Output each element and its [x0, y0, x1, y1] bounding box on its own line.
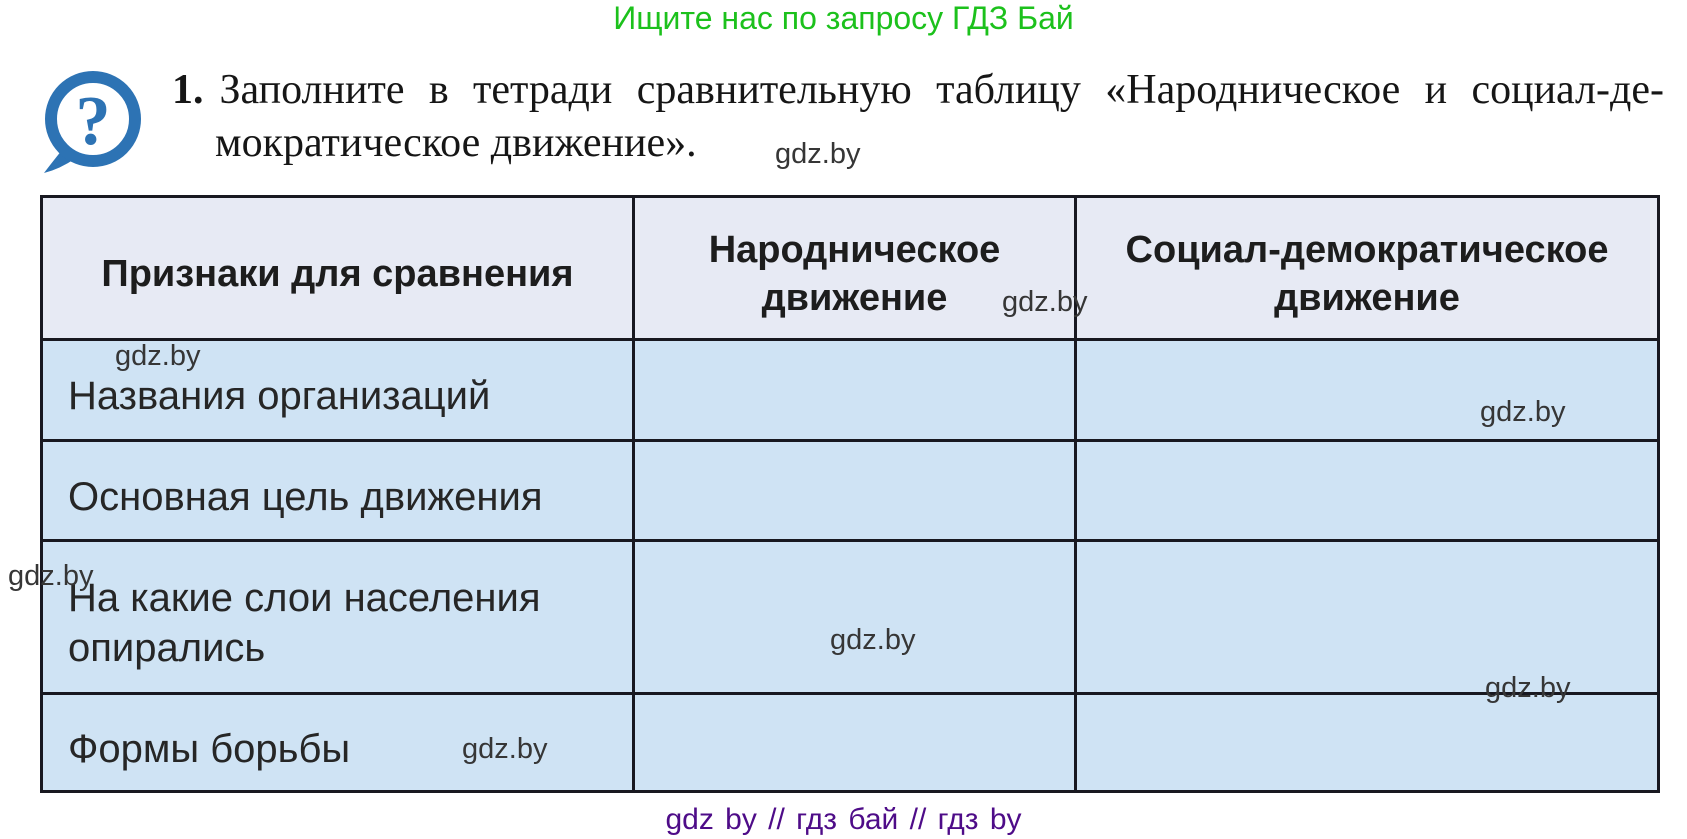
header-narodnik-line2: движение — [761, 277, 948, 319]
row-label-main-goal — [43, 442, 632, 539]
svg-text:?: ? — [75, 83, 111, 160]
row-label-line: Основная цель движения — [68, 474, 543, 519]
header-cell-socdem — [1077, 198, 1657, 338]
empty-cell-base-narodnik — [635, 542, 1074, 692]
comparison-table — [40, 195, 1660, 793]
empty-cell-base-socdem — [1077, 542, 1657, 692]
promo-banner-top: Ищите нас по запросу ГДЗ Бай — [613, 0, 1074, 36]
gdz-watermark: gdz.by — [1485, 672, 1571, 704]
task-text-line1 — [172, 66, 1664, 114]
row-label-line: На какие слои населения — [68, 576, 541, 620]
empty-cell-goal-narodnik — [635, 442, 1074, 539]
empty-cell-goal-socdem — [1077, 442, 1657, 539]
empty-cell-forms-socdem — [1077, 695, 1657, 790]
row-label-line: Названия организаций — [68, 374, 491, 418]
gdz-watermark: gdz.by — [830, 624, 916, 656]
question-mark-icon — [42, 70, 142, 179]
gdz-watermark: gdz.by — [462, 733, 548, 765]
header-narodnik-line1: Народническое — [708, 229, 1001, 271]
task-number: 1. — [172, 67, 204, 113]
header-compare-label: Признаки для сравнения — [101, 253, 574, 295]
gdz-watermark: gdz.by — [115, 340, 201, 372]
header-socdem-line1: Социал-демократическое — [1125, 229, 1609, 271]
header-socdem-line2: движение — [1274, 277, 1460, 319]
row-label-social-base — [43, 542, 632, 692]
empty-cell-forms-narodnik — [635, 695, 1074, 790]
gdz-watermark: gdz.by — [1480, 396, 1566, 428]
gdz-watermark: gdz.by — [775, 138, 861, 170]
promo-banner-bottom: gdz by // гдз бай // гдз by — [665, 803, 1022, 836]
row-label-line: опирались — [68, 626, 266, 670]
header-cell-compare — [43, 198, 632, 338]
empty-cell-organizations-narodnik — [635, 341, 1074, 439]
task-text-line2: мократическое движение». — [215, 120, 697, 166]
gdz-watermark: gdz.by — [1002, 286, 1088, 318]
row-label-line: Формы борьбы — [68, 726, 351, 771]
task-text-line1-body: Заполните в тетради сравнительную таблицу «Народническое и социал-де- — [219, 67, 1664, 113]
gdz-watermark: gdz.by — [8, 560, 94, 592]
empty-cell-organizations-socdem — [1077, 341, 1657, 439]
